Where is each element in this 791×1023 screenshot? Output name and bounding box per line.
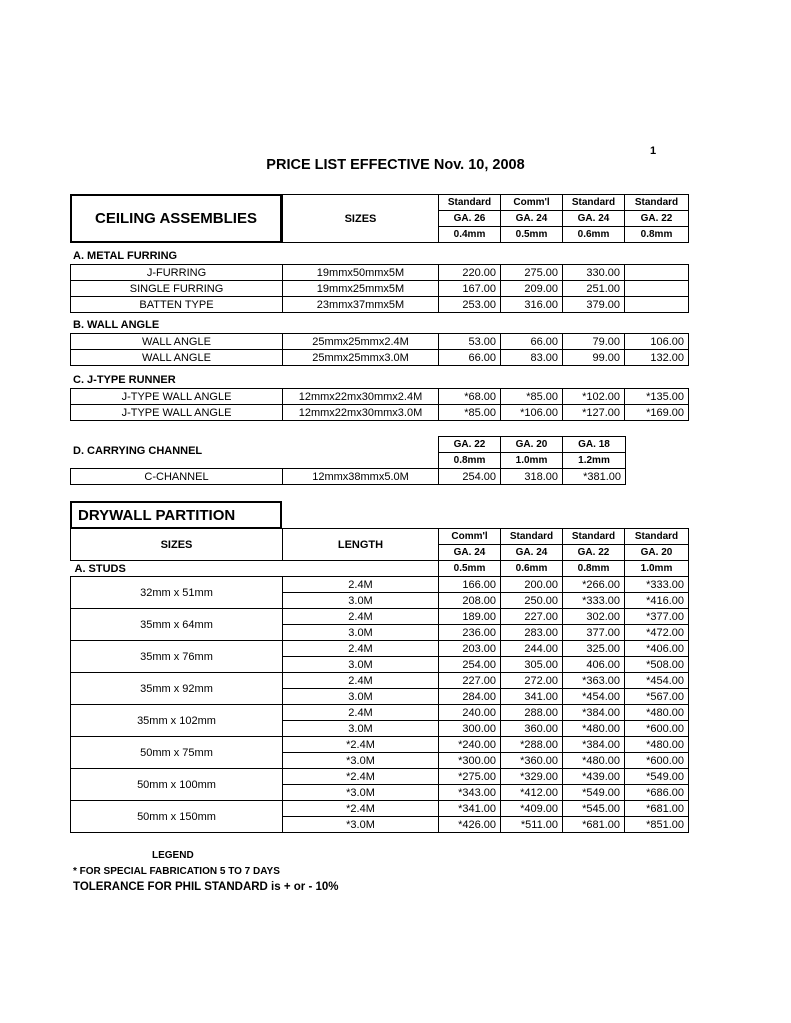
price: *409.00 (501, 801, 563, 817)
grade-type: Standard (563, 529, 625, 545)
price: *127.00 (563, 405, 625, 421)
drywall-header (70, 528, 689, 577)
stud-length: 3.0M (283, 593, 439, 609)
carrying-channel-grade-header (438, 436, 626, 469)
price: 106.00 (625, 334, 689, 350)
price: *106.00 (501, 405, 563, 421)
table-row (71, 281, 689, 297)
table-row (71, 297, 689, 313)
table-row (71, 350, 689, 366)
stud-size: 35mm x 92mm (71, 673, 283, 705)
grade-thickness: 0.6mm (563, 227, 625, 243)
stud-length: 3.0M (283, 657, 439, 673)
price: 330.00 (563, 265, 625, 281)
price: *85.00 (439, 405, 501, 421)
grade-thickness: 0.8mm (439, 453, 501, 469)
price: 254.00 (439, 469, 501, 485)
stud-size: 50mm x 100mm (71, 769, 283, 801)
price: *454.00 (563, 689, 625, 705)
stud-length: 2.4M (283, 609, 439, 625)
table-row (71, 801, 689, 817)
grade-type: Standard (501, 529, 563, 545)
table-row (71, 705, 689, 721)
price: *681.00 (563, 817, 625, 833)
price: *300.00 (439, 753, 501, 769)
price: 275.00 (501, 265, 563, 281)
item-name: WALL ANGLE (71, 350, 283, 366)
price: *68.00 (439, 389, 501, 405)
price: *681.00 (625, 801, 689, 817)
price: *360.00 (501, 753, 563, 769)
ceiling-grade-header (282, 194, 689, 243)
grade-thickness: 0.8mm (625, 227, 689, 243)
price: 220.00 (439, 265, 501, 281)
table-row (71, 334, 689, 350)
price: *102.00 (563, 389, 625, 405)
grade-type: Standard (625, 195, 689, 211)
grade-gauge: GA. 26 (439, 211, 501, 227)
price: *169.00 (625, 405, 689, 421)
table-row (71, 469, 626, 485)
price: *480.00 (625, 737, 689, 753)
price: 251.00 (563, 281, 625, 297)
price: *384.00 (563, 705, 625, 721)
item-size: 12mmx22mx30mmx3.0M (283, 405, 439, 421)
price: 99.00 (563, 350, 625, 366)
section-label: B. WALL ANGLE (73, 319, 160, 331)
stud-length: 2.4M (283, 641, 439, 657)
stud-size: 35mm x 76mm (71, 641, 283, 673)
grade-type: Standard (439, 195, 501, 211)
stud-length: 2.4M (283, 705, 439, 721)
price: 341.00 (501, 689, 563, 705)
legend-note: * FOR SPECIAL FABRICATION 5 TO 7 DAYS (73, 866, 280, 877)
price: *508.00 (625, 657, 689, 673)
grade-type: Standard (625, 529, 689, 545)
table-row (71, 609, 689, 625)
price: *600.00 (625, 753, 689, 769)
item-name: J-TYPE WALL ANGLE (71, 405, 283, 421)
table-row (71, 405, 689, 421)
price: 166.00 (439, 577, 501, 593)
price: 305.00 (501, 657, 563, 673)
stud-length: 2.4M (283, 673, 439, 689)
price: 208.00 (439, 593, 501, 609)
stud-size: 50mm x 75mm (71, 737, 283, 769)
grade-thickness: 0.6mm (501, 561, 563, 577)
item-size: 25mmx25mmx3.0M (283, 350, 439, 366)
stud-length: *2.4M (283, 769, 439, 785)
price: 83.00 (501, 350, 563, 366)
carrying-channel-table (70, 468, 626, 485)
wall-angle-table (70, 333, 689, 366)
grade-gauge: GA. 24 (501, 211, 563, 227)
page-title: PRICE LIST EFFECTIVE Nov. 10, 2008 (266, 157, 525, 173)
stud-length: 3.0M (283, 625, 439, 641)
section-label: A. STUDS (74, 562, 126, 575)
price (625, 265, 689, 281)
price: *341.00 (439, 801, 501, 817)
tolerance-note: TOLERANCE FOR PHIL STANDARD is + or - 10% (73, 881, 339, 893)
item-size: 12mmx38mmx5.0M (283, 469, 439, 485)
price: *329.00 (501, 769, 563, 785)
grade-gauge: GA. 18 (563, 437, 626, 453)
grade-gauge: GA. 24 (563, 211, 625, 227)
item-size: 19mmx25mmx5M (283, 281, 439, 297)
price: *454.00 (625, 673, 689, 689)
price: *416.00 (625, 593, 689, 609)
price: *567.00 (625, 689, 689, 705)
grade-thickness: 0.5mm (439, 561, 501, 577)
grade-thickness: 0.5mm (501, 227, 563, 243)
item-size: 23mmx37mmx5M (283, 297, 439, 313)
grade-gauge: GA. 22 (625, 211, 689, 227)
price: *406.00 (625, 641, 689, 657)
price: 250.00 (501, 593, 563, 609)
price: *288.00 (501, 737, 563, 753)
price: 66.00 (439, 350, 501, 366)
stud-length: *2.4M (283, 801, 439, 817)
price: 406.00 (563, 657, 625, 673)
metal-furring-table (70, 264, 689, 313)
grade-type: Comm'l (501, 195, 563, 211)
price: 253.00 (439, 297, 501, 313)
stud-length: 3.0M (283, 721, 439, 737)
table-row (71, 641, 689, 657)
grade-thickness: 1.0mm (625, 561, 689, 577)
stud-length: 2.4M (283, 577, 439, 593)
grade-type: Comm'l (439, 529, 501, 545)
stud-size: 50mm x 150mm (71, 801, 283, 833)
table-row (71, 389, 689, 405)
price: 300.00 (439, 721, 501, 737)
studs-table (70, 576, 689, 833)
stud-length: *2.4M (283, 737, 439, 753)
price: 325.00 (563, 641, 625, 657)
price: 189.00 (439, 609, 501, 625)
table-row (71, 737, 689, 753)
price: 244.00 (501, 641, 563, 657)
price: 227.00 (439, 673, 501, 689)
grade-gauge: GA. 20 (625, 545, 689, 561)
grade-thickness: 1.0mm (501, 453, 563, 469)
price: 200.00 (501, 577, 563, 593)
price: 288.00 (501, 705, 563, 721)
price: 316.00 (501, 297, 563, 313)
price: *472.00 (625, 625, 689, 641)
price: *333.00 (563, 593, 625, 609)
price: *333.00 (625, 577, 689, 593)
price: *240.00 (439, 737, 501, 753)
price: 318.00 (501, 469, 563, 485)
grade-thickness: 1.2mm (563, 453, 626, 469)
stud-size: 35mm x 102mm (71, 705, 283, 737)
price: 132.00 (625, 350, 689, 366)
item-size: 12mmx22mx30mmx2.4M (283, 389, 439, 405)
item-size: 19mmx50mmx5M (283, 265, 439, 281)
item-size: 25mmx25mmx2.4M (283, 334, 439, 350)
price: 360.00 (501, 721, 563, 737)
table-row (71, 265, 689, 281)
price: *480.00 (563, 721, 625, 737)
price: *275.00 (439, 769, 501, 785)
drywall-partition-heading (70, 501, 282, 529)
price: *412.00 (501, 785, 563, 801)
price: *426.00 (439, 817, 501, 833)
grade-gauge: GA. 20 (501, 437, 563, 453)
legend-heading: LEGEND (152, 850, 194, 861)
ceiling-heading-text: CEILING ASSEMBLIES (95, 210, 257, 227)
price: *511.00 (501, 817, 563, 833)
item-name: SINGLE FURRING (71, 281, 283, 297)
price: *480.00 (625, 705, 689, 721)
grade-thickness: 0.4mm (439, 227, 501, 243)
item-name: WALL ANGLE (71, 334, 283, 350)
price: 240.00 (439, 705, 501, 721)
item-name: J-TYPE WALL ANGLE (71, 389, 283, 405)
stud-length: *3.0M (283, 817, 439, 833)
price: 227.00 (501, 609, 563, 625)
j-type-runner-table (70, 388, 689, 421)
price: *266.00 (563, 577, 625, 593)
price: 66.00 (501, 334, 563, 350)
stud-length: *3.0M (283, 785, 439, 801)
item-name: J-FURRING (71, 265, 283, 281)
price: *381.00 (563, 469, 626, 485)
section-label: A. METAL FURRING (73, 250, 178, 262)
price: *135.00 (625, 389, 689, 405)
grade-type: Standard (563, 195, 625, 211)
stud-length: 3.0M (283, 689, 439, 705)
price: 79.00 (563, 334, 625, 350)
price: 284.00 (439, 689, 501, 705)
price: 209.00 (501, 281, 563, 297)
item-name: C-CHANNEL (71, 469, 283, 485)
price: *85.00 (501, 389, 563, 405)
grade-gauge: GA. 24 (501, 545, 563, 561)
price: *851.00 (625, 817, 689, 833)
price: 302.00 (563, 609, 625, 625)
price (625, 281, 689, 297)
grade-gauge: GA. 22 (439, 437, 501, 453)
price: 203.00 (439, 641, 501, 657)
price: 53.00 (439, 334, 501, 350)
table-row (71, 769, 689, 785)
price: *549.00 (625, 769, 689, 785)
price: 254.00 (439, 657, 501, 673)
price: *600.00 (625, 721, 689, 737)
sizes-header: SIZES (283, 195, 439, 243)
table-row (71, 577, 689, 593)
price: 283.00 (501, 625, 563, 641)
price: *480.00 (563, 753, 625, 769)
price (625, 297, 689, 313)
section-label: C. J-TYPE RUNNER (73, 374, 176, 386)
price: 167.00 (439, 281, 501, 297)
sizes-header: SIZES (71, 529, 283, 561)
ceiling-assemblies-heading (70, 194, 282, 243)
drywall-heading-text: DRYWALL PARTITION (78, 506, 236, 524)
price: *363.00 (563, 673, 625, 689)
stud-size: 32mm x 51mm (71, 577, 283, 609)
grade-gauge: GA. 24 (439, 545, 501, 561)
price: 236.00 (439, 625, 501, 641)
section-label: D. CARRYING CHANNEL (73, 445, 203, 457)
price: *343.00 (439, 785, 501, 801)
price: 272.00 (501, 673, 563, 689)
price: *439.00 (563, 769, 625, 785)
grade-thickness: 0.8mm (563, 561, 625, 577)
price: 377.00 (563, 625, 625, 641)
price: 379.00 (563, 297, 625, 313)
length-header: LENGTH (283, 529, 439, 561)
item-name: BATTEN TYPE (71, 297, 283, 313)
table-row (71, 673, 689, 689)
stud-size: 35mm x 64mm (71, 609, 283, 641)
price: *545.00 (563, 801, 625, 817)
price: *377.00 (625, 609, 689, 625)
page-number: 1 (650, 145, 657, 157)
price: *384.00 (563, 737, 625, 753)
price: *549.00 (563, 785, 625, 801)
grade-gauge: GA. 22 (563, 545, 625, 561)
stud-length: *3.0M (283, 753, 439, 769)
price: *686.00 (625, 785, 689, 801)
